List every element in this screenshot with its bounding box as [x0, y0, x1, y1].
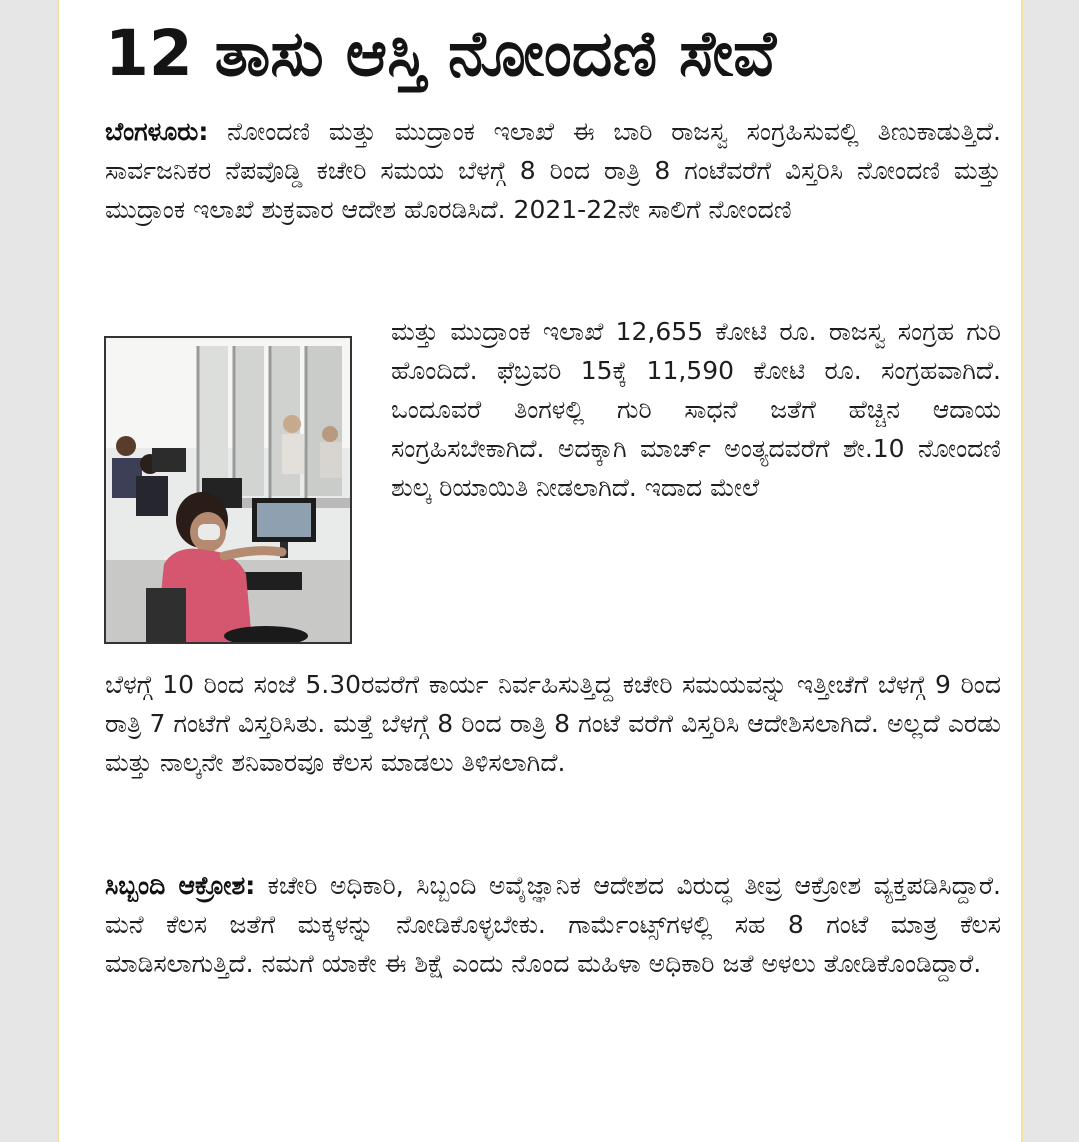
paragraph-2: ಮತ್ತು ಮುದ್ರಾಂಕ ಇಲಾಖೆ 12,655 ಕೋಟಿ ರೂ. ರಾಜಸ್ವ ಸಂಗ್ರಹ ಗುರಿ ಹೊಂದಿದೆ. ಫೆಬ್ರವರಿ 15ಕ್ಕೆ 11,590 ಕೋಟಿ ರೂ. ಸಂಗ್ರಹವಾಗಿದೆ. ಒಂದೂವರೆ ತಿಂಗಳಲ್ಲಿ ಗುರಿ ಸಾಧನೆ ಜತೆಗೆ ಹೆಚ್ಚಿನ ಆದಾಯ ಸಂಗ್ರಹಿಸಬೇಕಾಗಿದೆ. ಅದಕ್ಕಾಗಿ ಮಾರ್ಚ್ ಅಂತ್ಯದವರೆಗೆ ಶೇ.10 ನೋಂದಣಿ ಶುಲ್ಕ ರಿಯಾಯಿತಿ ನೀಡಲಾಗಿದೆ. ಇದಾದ ಮೇಲೆ [391, 317, 1001, 502]
subheading: ಸಿಬ್ಬಂದಿ ಆಕ್ರೋಶ: [105, 871, 256, 900]
paragraph-1 [105, 112, 1001, 312]
office-photo-illustration [106, 338, 350, 642]
paragraph-3: ಬೆಳಗ್ಗೆ 10 ರಿಂದ ಸಂಜೆ 5.30ರವರೆಗೆ ಕಾರ್ಯ ನಿರ್ವಹಿಸುತ್ತಿದ್ದ ಕಚೇರಿ ಸಮಯವನ್ನು ಇತ್ತೀಚೆಗೆ ಬೆಳಗ್ಗೆ 9 ರಿಂದ ರಾತ್ರಿ 7 ಗಂಟೆಗೆ ವಿಸ್ತರಿಸಿತು. ಮತ್ತೆ ಬೆಳಗ್ಗೆ 8 ರಿಂದ ರಾತ್ರಿ 8 ಗಂಟೆ ವರೆಗೆ ವಿಸ್ತರಿಸಿ ಆದೇಶಿಸಲಾಗಿದೆ. ಅಲ್ಲದೆ ಎರಡು ಮತ್ತು ನಾಲ್ಕನೇ ಶನಿವಾರವೂ ಕೆಲಸ ಮಾಡಲು ತಿಳಿಸಲಾಗಿದೆ. [105, 670, 1001, 777]
office-photo [104, 336, 352, 644]
dateline: ಬೆಂಗಳೂರು: [105, 117, 209, 146]
article-headline: 12 ತಾಸು ಆಸ್ತಿ ನೋಂದಣಿ ಸೇವೆ [105, 17, 777, 90]
paragraph-4-text: ಕಚೇರಿ ಅಧಿಕಾರಿ, ಸಿಬ್ಬಂದಿ ಅವೈಜ್ಞಾನಿಕ ಆದೇಶದ ವಿರುದ್ಧ ತೀವ್ರ ಆಕ್ರೋಶ ವ್ಯಕ್ತಪಡಿಸಿದ್ದಾರೆ. ಮನೆ ಕೆಲಸ ಜತೆಗೆ ಮಕ್ಕಳನ್ನು ನೋಡಿಕೊಳ್ಳಬೇಕು. ಗಾರ್ಮೆಂಟ್ಸ್‌ಗಳಲ್ಲಿ ಸಹ 8 ಗಂಟೆ ಮಾತ್ರ ಕೆಲಸ ಮಾಡಿಸಲಾಗುತ್ತಿದೆ. ನಮಗೆ ಯಾಕೇ ಈ ಶಿಕ್ಷೆ ಎಂದು ನೊಂದ ಮಹಿಳಾ ಅಧಿಕಾರಿ ಜತೆ ಅಳಲು ತೋಡಿಕೊಂಡಿದ್ದಾರೆ. [105, 871, 1001, 978]
paragraph-1-text: ನೋಂದಣಿ ಮತ್ತು ಮುದ್ರಾಂಕ ಇಲಾಖೆ ಈ ಬಾರಿ ರಾಜಸ್ವ ಸಂಗ್ರಹಿಸುವಲ್ಲಿ ತಿಣುಕಾಡುತ್ತಿದೆ. ಸಾರ್ವಜನಿಕರ ನೆಪವೊಡ್ಡಿ ಕಚೇರಿ ಸಮಯ ಬೆಳಗ್ಗೆ 8 ರಿಂದ ರಾತ್ರಿ 8 ಗಂಟೆವರೆಗೆ ವಿಸ್ತರಿಸಿ ನೋಂದಣಿ ಮತ್ತು ಮುದ್ರಾಂಕ ಇಲಾಖೆ ಶುಕ್ರವಾರ ಆದೇಶ ಹೊರಡಿಸಿದೆ. 2021-22ನೇ ಸಾಲಿಗೆ ನೋಂದಣಿ [105, 117, 1001, 224]
newspaper-clipping [57, 0, 1023, 1142]
paragraph-4 [105, 866, 1001, 1106]
